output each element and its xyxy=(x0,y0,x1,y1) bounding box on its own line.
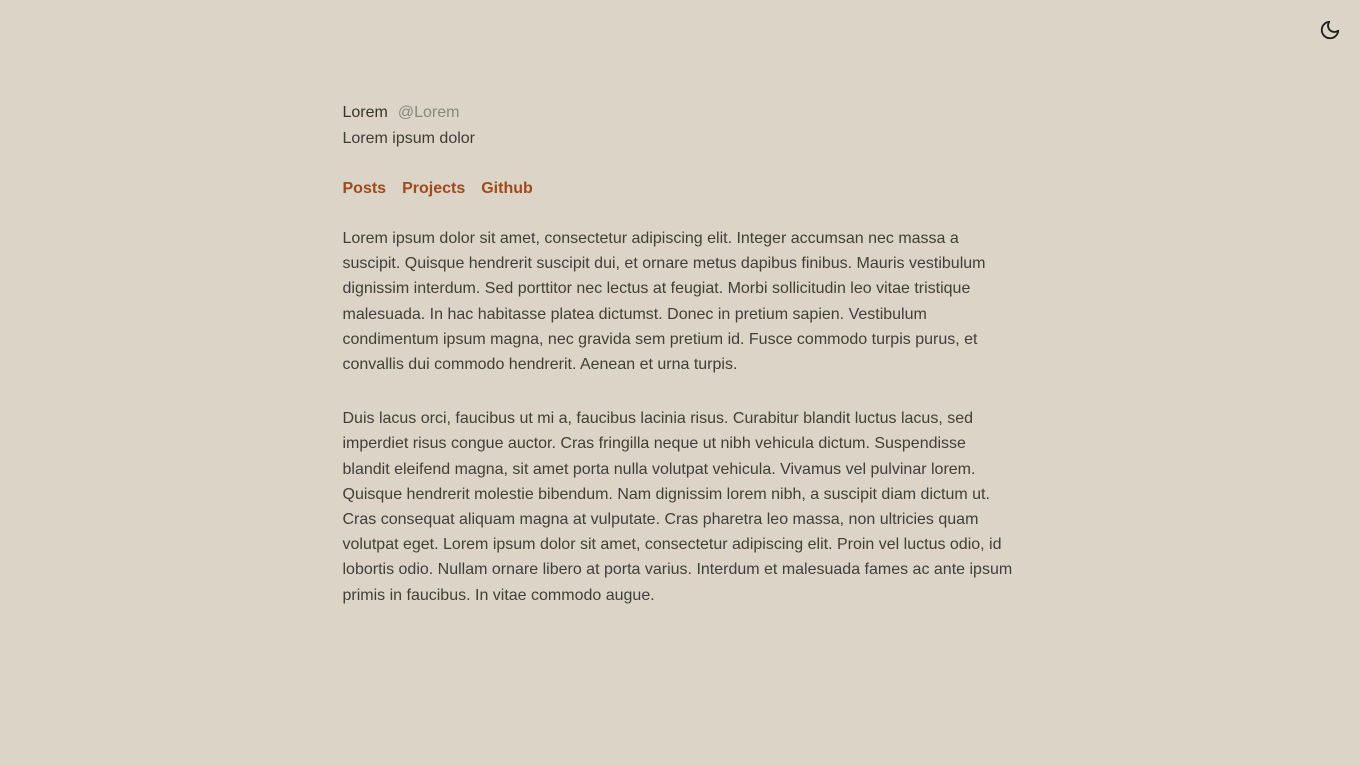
page-body xyxy=(343,226,1018,608)
profile-tagline: Lorem ipsum dolor xyxy=(342,130,475,147)
nav-link-projects[interactable]: Projects xyxy=(402,180,466,197)
profile-row xyxy=(343,100,1018,126)
nav-link-posts[interactable]: Posts xyxy=(342,180,387,197)
profile-handle-link[interactable]: @Lorem xyxy=(397,104,460,121)
profile-name: Lorem xyxy=(342,104,388,121)
second-paragraph: Duis lacus orci, faucibus ut mi a, faucibus lacinia risus. Curabitur blandit luctus lacus, sed imperdiet risus congue auctor. Cras fringilla neque ut nibh vehicula dictum. Suspendisse blandit eleifend magna, sit amet porta nulla volutpat vehicula. Vivamus vel pulvinar lorem. Quisque hendrerit molestie bibendum. Nam dignissim lorem nibh, a suscipit diam dictum ut. Cras consequat aliquam magna at vulputate. Cras pharetra leo massa, non ultricies quam volutpat eget. Lorem ipsum dolor sit amet, consectetur adipiscing elit. Proin vel luctus odio, id lobortis odio. Nullam ornare libero at porta varius. Interdum et malesuada fames ac ante ipsum primis in faucibus. In vitae commodo augue. xyxy=(342,410,1013,604)
profile-header xyxy=(343,100,1018,152)
theme-toggle-button[interactable] xyxy=(1317,17,1343,43)
site-nav xyxy=(343,176,1018,202)
moon-icon xyxy=(1319,19,1341,41)
nav-link-github[interactable]: Github xyxy=(481,180,533,197)
content-column xyxy=(343,0,1018,608)
intro-paragraph: Lorem ipsum dolor sit amet, consectetur adipiscing elit. Integer accumsan nec massa a suscipit. Quisque hendrerit suscipit dui, et ornare metus dapibus finibus. Mauris vestibulum dignissim interdum. Sed porttitor nec lectus at feugiat. Morbi sollicitudin leo vitae tristique malesuada. In hac habitasse platea dictumst. Donec in pretium sapien. Vestibulum condimentum ipsum magna, nec gravida sem pretium id. Fusce commodo turpis purus, et convallis dui commodo hendrerit. Aenean et urna turpis. xyxy=(342,230,986,374)
